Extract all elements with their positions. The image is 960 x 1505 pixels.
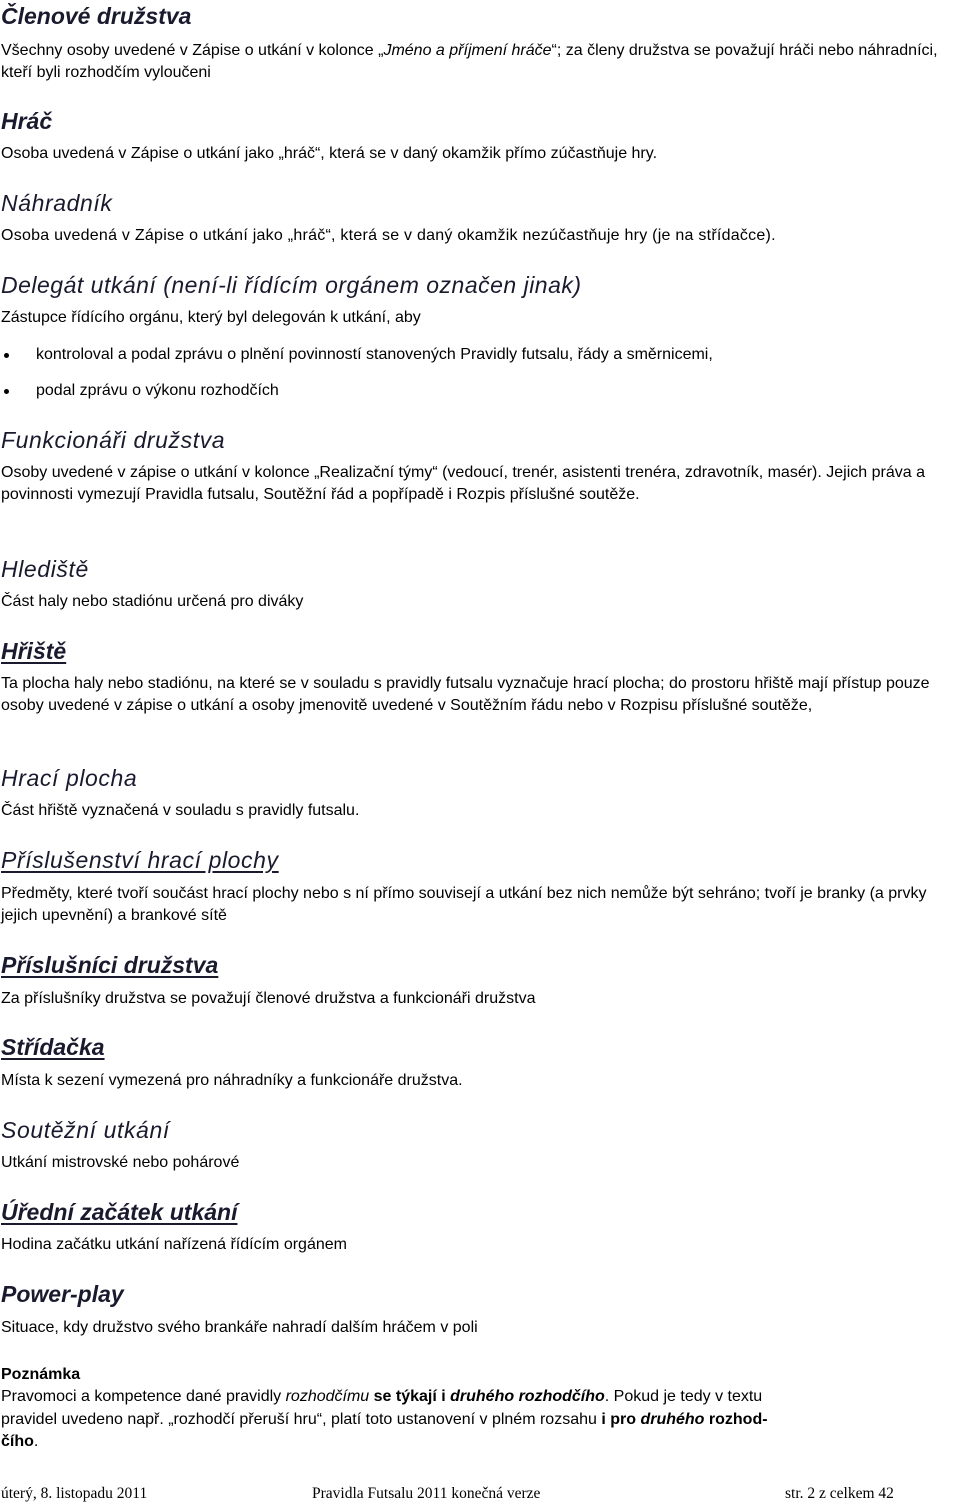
heading-nahradnik: Náhradník [1, 190, 113, 216]
paragraph-soutezni-utkani: Utkání mistrovské nebo pohárové [1, 1154, 240, 1171]
bullet-text: kontroloval a podal zprávu o plnění povinností stanovených Pravidly futsalu, řády a směrnicemi, [36, 346, 713, 363]
quoted-field-name: Jméno a příjmení hráče [383, 42, 552, 59]
bullet-icon [4, 353, 9, 358]
paragraph-clenove-druzstva: Všechny osoby uvedené v Zápise o utkání v koloncе „Jméno a příjmení hráče“; za členy družstva se považují hráči nebo náhradníci, kteří byli rozhodčím vyloučeni [1, 42, 938, 81]
heading-hriste: Hřiště [1, 638, 67, 664]
heading-hlediste: Hlediště [1, 556, 89, 582]
footer-date: úterý, 8. listopadu 2011 [1, 1485, 148, 1502]
paragraph-nahradnik: Osoba uvedená v Zápise o utkání jako „hráč“, která se v daný okamžik nezúčastňuje hry (je na střídačce). [1, 227, 776, 244]
paragraph-prislusenstvi: Předměty, které tvoří součást hrací plochy nebo s ní přímo souvisejí a utkání bez nich nemůže být sehráno; tvoří je branky (a prvky jejich upevnění) a brankové sítě [1, 885, 927, 924]
paragraph-hlediste: Část haly nebo stadiónu určená pro diváky [1, 593, 304, 610]
note-text: . Pokud je tedy v textu [604, 1388, 763, 1405]
note-text-bold: rozhod- [704, 1411, 768, 1428]
paragraph-delegat: Zástupce řídícího orgánu, který byl delegován k utkání, aby [1, 309, 421, 326]
bullet-icon [4, 389, 9, 394]
heading-power-play: Power-play [1, 1281, 124, 1307]
heading-delegat: Delegát utkání (není-li řídícím orgánem označen jinak) [1, 272, 582, 298]
note-text: Pravomoci a kompetence dané pravidly [1, 1388, 286, 1405]
heading-funkcionari: Funkcionáři družstva [1, 427, 226, 453]
heading-uredni-zacatek: Úřední začátek utkání [1, 1199, 238, 1225]
heading-hrac: Hráč [1, 108, 53, 134]
heading-prislusnici: Příslušníci družstva [1, 952, 219, 978]
note-heading: Poznámka [1, 1366, 81, 1383]
note-text-italic: rozhodčímu [285, 1388, 370, 1405]
note-line [1, 1386, 762, 1408]
note-line [1, 1431, 38, 1453]
paragraph-power-play: Situace, kdy družstvo svého brankáře nahradí dalším hráčem v poli [1, 1319, 478, 1336]
heading-clenove-druzstva: Členové družstva [1, 3, 192, 29]
heading-hraci-plocha: Hrací plocha [1, 765, 138, 791]
footer-page-number: str. 2 z celkem 42 [785, 1485, 894, 1502]
heading-prislusenstvi: Příslušenství hrací plochy [1, 847, 279, 873]
bullet-text: podal zprávu o výkonu rozhodčích [36, 382, 279, 399]
heading-stridacka: Střídačka [1, 1034, 105, 1060]
paragraph-uredni-zacatek: Hodina začátku utkání nařízená řídícím orgánem [1, 1236, 347, 1253]
paragraph-hraci-plocha: Část hřiště vyznačená v souladu s pravidly futsalu. [1, 802, 360, 819]
note-text-bold-italic: druhého [640, 1411, 705, 1428]
paragraph-stridacka: Místa k sezení vymezená pro náhradníky a funkcionáře družstva. [1, 1072, 463, 1089]
note-text-bold-italic: druhého rozhodčího [450, 1388, 605, 1405]
note-text-bold: čího [1, 1433, 34, 1450]
footer-title: Pravidla Futsalu 2011 konečná verze [312, 1485, 541, 1502]
paragraph-hrac: Osoba uvedená v Zápise o utkání jako „hráč“, která se v daný okamžik přímo zúčastňuje hry. [1, 145, 658, 162]
paragraph-funkcionari: Osoby uvedené v zápise o utkání v koloncе „Realizační týmy“ (vedoucí, trenér, asistenti trenéra, zdravotník, masér). Jejich práva a povinnosti vymezují Pravidla futsalu, Soutěžní řád a popřípadě i Rozpis příslušné soutěže. [1, 464, 925, 503]
paragraph-prislusnici: Za příslušníky družstva se považují členové družstva a funkcionáři družstva [1, 990, 536, 1007]
note-text-bold: i pro [601, 1411, 641, 1428]
note-text: pravidel uvedeno např. „rozhodčí přeruší hru“, platí toto ustanovení v plném rozsahu [1, 1411, 602, 1428]
note-text-bold: se týkají i [369, 1388, 451, 1405]
note-line [1, 1409, 768, 1431]
paragraph-hriste: Ta plocha haly nebo stadiónu, na které se v souladu s pravidly futsalu vyznačuje hrací plocha; do prostoru hřiště mají přístup pouze osoby uvedené v zápise o utkání a osoby jmenovitě uvedené v Soutěžním řádu nebo v Rozpisu příslušné soutěže, [1, 675, 930, 714]
note-text: . [33, 1433, 39, 1450]
heading-soutezni-utkani: Soutěžní utkání [1, 1117, 170, 1143]
